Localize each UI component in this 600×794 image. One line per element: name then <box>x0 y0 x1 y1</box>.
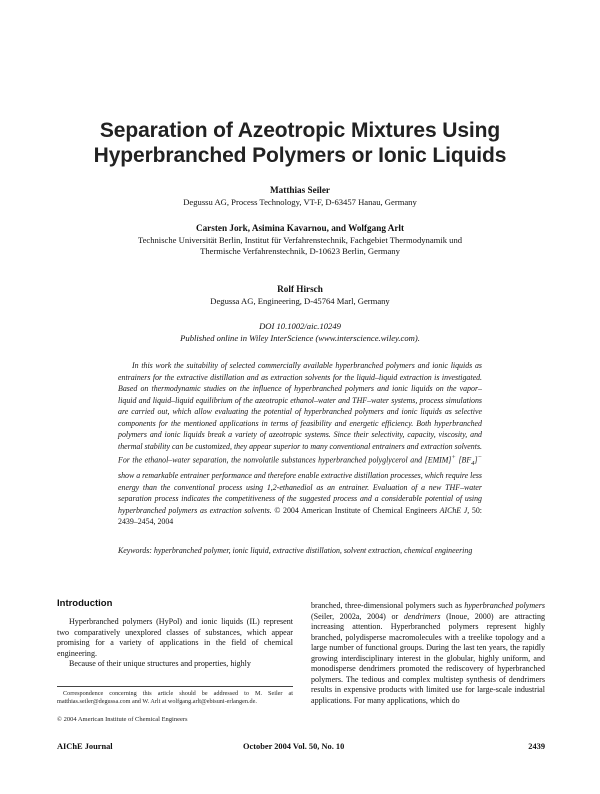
abstract-subscript-4: 4 <box>471 460 475 468</box>
published-online: Published online in Wiley InterScience (www.interscience.wiley.com). <box>180 332 420 343</box>
author-affiliation: Technische Universität Berlin, Institut für Verfahrenstechnik, Fachgebiet Thermodynamik und <box>137 235 463 245</box>
doi-block <box>40 321 560 344</box>
correspondence-footnote: Correspondence concerning this article should be addressed to M. Seiler at matthias.seiler@degussa.com and W. Arlt at wolfgang.arlt@ebisuni-erlangen.de. <box>57 690 293 705</box>
abstract-superscript-minus: − <box>477 454 482 462</box>
footnote-rule <box>57 686 293 687</box>
abstract-citation: 50: 2439–2454, 2004 <box>118 505 482 527</box>
author-block-2 <box>40 222 560 257</box>
author-affiliation: Degussa AG, Engineering, D-45764 Marl, Germany <box>210 296 390 306</box>
footer-issue: October 2004 Vol. 50, No. 10 <box>243 742 345 751</box>
intro-italic-hyperbranched: hyperbranched polymers <box>464 601 545 610</box>
intro-paragraph-2: Because of their unique structures and properties, highly <box>69 659 251 668</box>
abstract-text-2: show a remarkable entrainer performance and therefore enable extractive distillation processes, which require less energy than the conventional process using 1,2-ethanediol as an entrainer. Evaluation of a new THF–water separation process indicates the competitiveness of the suggested process and a considerable potential of using hyperbranched polymers as extraction solvents. <box>118 471 482 515</box>
footnote-copyright: © 2004 American Institute of Chemical Engineers <box>57 716 188 723</box>
right-column <box>311 601 545 706</box>
footer-journal: AIChE Journal <box>57 742 113 751</box>
author-names: Matthias Seiler <box>270 185 330 195</box>
abstract-text-1: In this work the suitability of selected commercially available hyperbranched polymers and ionic liquids as entrainers for the extractive distillation and as extraction solvents for the liquid–liquid extraction is investigated. Based on thermodynamic studies on the influence of hyperbranched polymers and ionic liquids on the vapor–liquid and liquid–liquid equilibrium of the azeotropic ethanol–water and THF–water systems, process simulations are carried out, which allow evaluating the potential of hyperbranched polymers and ionic liquids as selective components for the mentioned applications in terms of feasibility and energetic efficiency. Both hyperbranched polymers and ionic liquids break a variety of azeotropic systems. Since their selectivity, capacity, viscosity, and thermal stability can be customized, they appear superior to many conventional entrainers and extraction solvents. For the ethanol–water separation, the nonvolatile substances hyperbranched polyglycerol and [EMIM] <box>118 361 482 465</box>
left-column <box>57 598 293 670</box>
abstract <box>118 360 482 528</box>
author-affiliation: Thermische Verfahrenstechnik, D-10623 Berlin, Germany <box>200 246 400 256</box>
author-affiliation: Degussu AG, Process Technology, VT-F, D-63457 Hanau, Germany <box>183 197 417 207</box>
abstract-bf4-open: [BF <box>455 456 472 465</box>
abstract-bf4-close: ] <box>474 456 478 465</box>
title-line-1: Separation of Azeotropic Mixtures Using <box>99 119 501 142</box>
intro-text-c: (Inoue, 2000) are attracting increasing attention. Hyperbranched polymers represent highly branched, polydisperse macromolecules with a treelike topology and a large number of functional groups. During the last ten years, the rapidly growing interdisciplinary interest in the globular, highly uniform, and monodisperse dendrimers promoted the rediscovery of hyperbranched polymers. The tedious and complex multistep synthesis of dendrimers results in expensive products with limited use for large-scale industrial applications. For many applications, which do <box>311 611 546 705</box>
author-block-3 <box>40 283 560 307</box>
footer-page-number: 2439 <box>528 742 545 751</box>
title-line-2: Hyperbranched Polymers or Ionic Liquids <box>93 144 507 167</box>
intro-paragraph-1: Hyperbranched polymers (HyPol) and ionic liquids (IL) represent two comparatively unexplored classes of substances, which appear promising for a variety of applications in the field of chemical engineering. <box>57 617 293 658</box>
doi: DOI 10.1002/aic.10249 <box>259 321 341 331</box>
author-names: Carsten Jork, Asimina Kavarnou, and Wolfgang Arlt <box>195 223 405 233</box>
abstract-superscript-plus: + <box>451 454 456 462</box>
intro-italic-dendrimers: dendrimers <box>403 611 441 621</box>
intro-text-b: (Seiler, 2002a, 2004) or <box>311 611 404 621</box>
abstract-journal: AIChE J, <box>439 505 470 515</box>
intro-text-a: branched, three-dimensional polymers such as <box>311 601 465 610</box>
section-heading: Introduction <box>57 598 113 609</box>
author-names: Rolf Hirsch <box>277 284 323 294</box>
author-block-1 <box>40 184 560 208</box>
abstract-copyright: © 2004 American Institute of Chemical Engineers <box>271 505 440 515</box>
keywords: Keywords: hyperbranched polymer, ionic liquid, extractive distillation, solvent extraction, chemical engineering <box>118 546 473 555</box>
intro-paragraph-continued <box>311 601 545 706</box>
article-title <box>40 118 560 168</box>
